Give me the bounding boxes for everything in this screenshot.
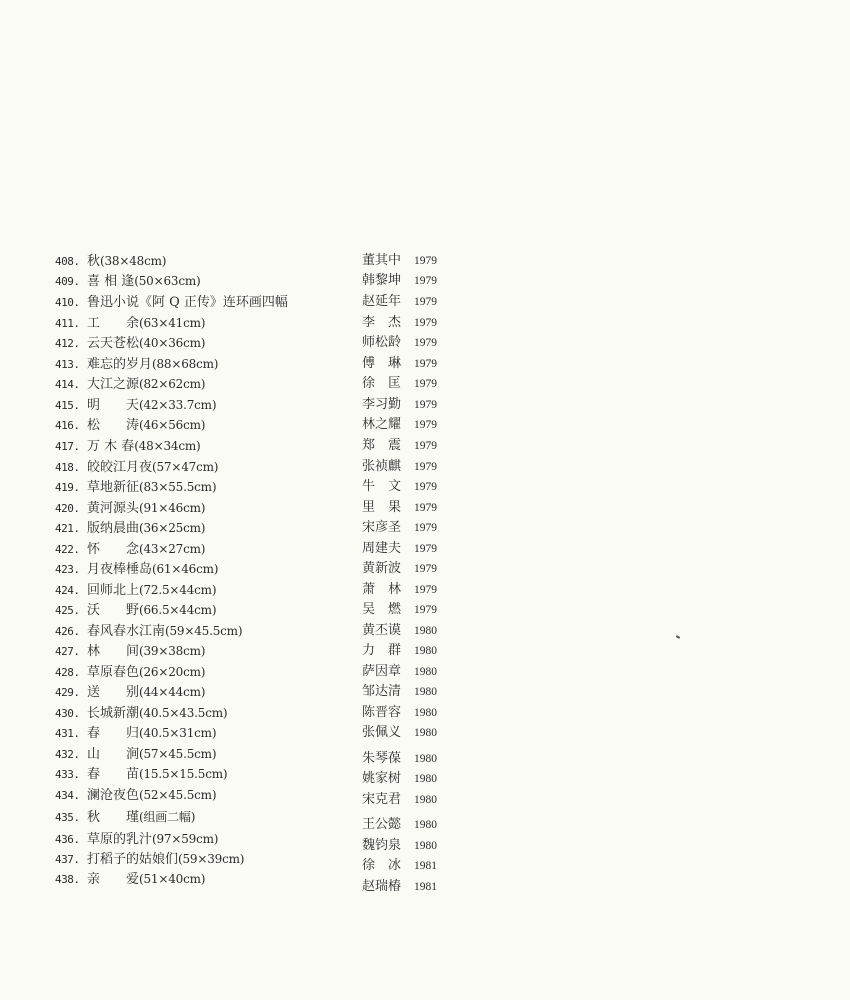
entry-number: 413. [55, 358, 80, 371]
artwork-entry [55, 642, 205, 661]
artist-name: 张祯麒 [362, 459, 402, 474]
artwork-entry [55, 663, 205, 682]
entry-number: 411. [55, 317, 80, 330]
artwork-year: 1980 [414, 840, 437, 852]
entry-title: 版纳晨曲 [87, 521, 140, 536]
entry-title: 澜沧夜色 [87, 788, 140, 803]
artwork-entry [55, 830, 218, 849]
entry-title: 云天苍松 [87, 336, 140, 351]
entry-title: 长城新潮 [87, 706, 140, 721]
artist-name: 里 果 [362, 500, 402, 515]
artwork-year: 1980 [414, 645, 437, 657]
artwork-entry [55, 334, 205, 353]
artwork-year: 1979 [414, 522, 437, 534]
artist-name: 姚家树 [362, 771, 402, 786]
artwork-entry [55, 293, 288, 312]
artwork-entry [55, 375, 205, 394]
entry-size: (43×27cm) [139, 542, 206, 556]
artist-name: 师松龄 [362, 335, 402, 350]
artwork-year: 1979 [414, 296, 437, 308]
entry-size: (26×20cm) [139, 665, 206, 679]
artist-credit [362, 314, 437, 332]
artist-credit [362, 750, 437, 768]
entry-title: 春 归 [87, 726, 140, 741]
artwork-entry [55, 601, 216, 620]
artwork-year: 1979 [414, 317, 437, 329]
artist-name: 宋克君 [362, 792, 402, 807]
entry-title: 林 间 [87, 644, 140, 659]
entry-size: (72.5×44cm) [139, 583, 217, 597]
artwork-year: 1980 [414, 686, 437, 698]
entry-size: (40×36cm) [139, 336, 206, 350]
artist-credit [362, 816, 437, 834]
entry-number: 438. [55, 873, 80, 886]
artwork-year: 1980 [414, 666, 437, 678]
artwork-entry [55, 724, 216, 743]
entry-number: 426. [55, 625, 80, 638]
artist-name: 郑 震 [362, 438, 402, 453]
entry-number: 429. [55, 686, 80, 699]
artist-credit [362, 581, 437, 599]
artist-name: 徐 冰 [362, 858, 402, 873]
artwork-year: 1980 [414, 625, 437, 637]
artist-credit [362, 293, 437, 311]
artwork-entry [55, 704, 227, 723]
entry-number: 408. [55, 255, 80, 268]
artwork-year: 1979 [414, 358, 437, 370]
entry-size: (44×44cm) [139, 685, 206, 699]
artwork-year: 1979 [414, 584, 437, 596]
artwork-year: 1980 [414, 794, 437, 806]
artwork-year: 1979 [414, 440, 437, 452]
entry-title: 山 涧 [87, 747, 140, 762]
entry-number: 414. [55, 378, 80, 391]
entry-size: (15.5×15.5cm) [139, 767, 228, 781]
artist-name: 牛 文 [362, 479, 402, 494]
artwork-entry [55, 437, 201, 456]
entry-number: 418. [55, 461, 80, 474]
artist-name: 宋彦圣 [362, 520, 402, 535]
artist-credit [362, 437, 437, 455]
artwork-year: 1979 [414, 502, 437, 514]
artwork-year: 1979 [414, 337, 437, 349]
artwork-entry [55, 540, 205, 559]
artwork-year: 1981 [414, 860, 437, 872]
artist-credit [362, 770, 437, 788]
entry-title: 皎皎江月夜 [87, 460, 153, 475]
entry-title: 春风春水江南 [87, 624, 166, 639]
entry-title: 黄河源头 [87, 501, 140, 516]
artist-credit [362, 857, 437, 875]
entry-size: (51×40cm) [139, 872, 206, 886]
entry-size: (46×56cm) [139, 418, 206, 432]
entry-number: 419. [55, 481, 80, 494]
entry-size: (36×25cm) [139, 521, 206, 535]
artist-credit [362, 375, 437, 393]
artwork-year: 1979 [414, 604, 437, 616]
artist-credit [362, 878, 437, 896]
artist-name: 傅 琳 [362, 356, 402, 371]
artist-credit [362, 837, 437, 855]
entry-size: (组画二幅) [139, 810, 196, 824]
entry-title: 亲 爱 [87, 872, 140, 887]
entry-size: (39×38cm) [139, 644, 206, 658]
entry-number: 425. [55, 604, 80, 617]
artist-name: 朱琴葆 [362, 751, 402, 766]
artist-credit [362, 519, 437, 537]
entry-number: 416. [55, 419, 80, 432]
artist-credit [362, 704, 437, 722]
entry-number: 417. [55, 440, 80, 453]
artist-name: 韩黎坤 [362, 273, 402, 288]
artwork-entry [55, 499, 205, 518]
artist-name: 李习勤 [362, 397, 402, 412]
entry-title: 大江之源 [87, 377, 140, 392]
artist-name: 董其中 [362, 253, 402, 268]
artwork-year: 1979 [414, 399, 437, 411]
artwork-year: 1979 [414, 275, 437, 287]
entry-title: 月夜棒棰岛 [87, 562, 153, 577]
artwork-entry [55, 765, 227, 784]
entry-number: 433. [55, 768, 80, 781]
artwork-year: 1979 [414, 563, 437, 575]
entry-number: 434. [55, 789, 80, 802]
artwork-year: 1980 [414, 707, 437, 719]
entry-number: 424. [55, 584, 80, 597]
artwork-year: 1979 [414, 461, 437, 473]
entry-title: 明 天 [87, 398, 140, 413]
artist-name: 张佩义 [362, 725, 402, 740]
artist-credit [362, 622, 437, 640]
entry-number: 409. [55, 275, 80, 288]
artist-name: 林之耀 [362, 417, 402, 432]
artist-credit [362, 272, 437, 290]
artist-credit [362, 791, 437, 809]
artist-credit [362, 458, 437, 476]
entry-number: 423. [55, 563, 80, 576]
artist-credit [362, 601, 437, 619]
artist-name: 赵延年 [362, 294, 402, 309]
entry-number: 427. [55, 645, 80, 658]
entry-title: 工 余 [87, 316, 140, 331]
entry-number: 421. [55, 522, 80, 535]
artist-name: 魏钧泉 [362, 838, 402, 853]
entry-size: (63×41cm) [139, 316, 206, 330]
entry-number: 415. [55, 399, 80, 412]
print-speck [676, 635, 680, 639]
entry-title: 草地新征 [87, 480, 140, 495]
entry-title: 喜 相 逢 [87, 274, 135, 289]
entry-size: (59×45.5cm) [165, 624, 243, 638]
entry-number: 437. [55, 853, 80, 866]
entry-size: (42×33.7cm) [139, 398, 217, 412]
artist-credit [362, 416, 437, 434]
artwork-year: 1979 [414, 378, 437, 390]
entry-size: (48×34cm) [134, 439, 201, 453]
artist-name: 徐 匡 [362, 376, 402, 391]
artwork-year: 1980 [414, 773, 437, 785]
artwork-year: 1980 [414, 819, 437, 831]
entry-title: 松 涛 [87, 418, 140, 433]
entry-size: (40.5×31cm) [139, 726, 217, 740]
entry-title: 沃 野 [87, 603, 140, 618]
entry-number: 435. [55, 811, 80, 824]
artist-credit [362, 396, 437, 414]
artwork-entry [55, 808, 195, 827]
artist-credit [362, 663, 437, 681]
entry-title: 难忘的岁月 [87, 357, 153, 372]
artist-name: 周建夫 [362, 541, 402, 556]
artwork-entry [55, 314, 205, 333]
artwork-year: 1979 [414, 255, 437, 267]
artwork-entry [55, 622, 242, 641]
entry-title: 鲁迅小说《阿 Q 正传》连环画四幅 [87, 295, 288, 310]
entry-size: (97×59cm) [152, 832, 219, 846]
artist-name: 陈晋容 [362, 705, 402, 720]
artist-name: 黄新波 [362, 561, 402, 576]
artwork-entry [55, 683, 205, 702]
entry-number: 432. [55, 748, 80, 761]
artist-name: 李 杰 [362, 315, 402, 330]
entry-title: 草原春色 [87, 665, 140, 680]
artwork-entry [55, 745, 216, 764]
artwork-entry [55, 581, 216, 600]
entry-title: 打稻子的姑娘们 [87, 852, 179, 867]
entry-size: (50×63cm) [134, 274, 201, 288]
artwork-year: 1981 [414, 881, 437, 893]
entry-size: (57×47cm) [152, 460, 219, 474]
entry-size: (59×39cm) [178, 852, 245, 866]
entry-size: (57×45.5cm) [139, 747, 217, 761]
artwork-entry [55, 252, 166, 271]
artist-name: 吴 燃 [362, 602, 402, 617]
entry-title: 秋 [87, 254, 101, 269]
entry-title: 送 别 [87, 685, 140, 700]
entry-size: (40.5×43.5cm) [139, 706, 228, 720]
entry-size: (66.5×44cm) [139, 603, 217, 617]
artist-credit [362, 724, 437, 742]
entry-number: 431. [55, 727, 80, 740]
artist-credit [362, 560, 437, 578]
artist-credit [362, 334, 437, 352]
entry-size: (61×46cm) [152, 562, 219, 576]
entry-title: 草原的乳汁 [87, 832, 153, 847]
entry-number: 420. [55, 502, 80, 515]
entry-size: (91×46cm) [139, 501, 206, 515]
artwork-year: 1979 [414, 481, 437, 493]
artwork-entry [55, 396, 216, 415]
entry-size: (82×62cm) [139, 377, 206, 391]
artwork-year: 1979 [414, 543, 437, 555]
artist-credit [362, 252, 437, 270]
artwork-entry [55, 272, 201, 291]
artwork-entry [55, 355, 218, 374]
entry-size: (88×68cm) [152, 357, 219, 371]
artist-credit [362, 478, 437, 496]
artwork-entry [55, 478, 216, 497]
artwork-year: 1980 [414, 727, 437, 739]
entry-size: (38×48cm) [100, 254, 167, 268]
artist-credit [362, 499, 437, 517]
artwork-entry [55, 850, 244, 869]
artist-credit [362, 355, 437, 373]
artwork-year: 1979 [414, 419, 437, 431]
entry-number: 412. [55, 337, 80, 350]
entry-title: 万 木 春 [87, 439, 135, 454]
artist-credit [362, 683, 437, 701]
entry-number: 410. [55, 296, 80, 309]
entry-title: 回师北上 [87, 583, 140, 598]
artist-name: 萧 林 [362, 582, 402, 597]
entry-size: (52×45.5cm) [139, 788, 217, 802]
artist-name: 黄丕谟 [362, 623, 402, 638]
artwork-year: 1980 [414, 753, 437, 765]
artist-name: 赵瑞椿 [362, 879, 402, 894]
entry-size: (83×55.5cm) [139, 480, 217, 494]
entry-number: 428. [55, 666, 80, 679]
entry-number: 430. [55, 707, 80, 720]
artwork-entry [55, 519, 205, 538]
entry-title: 怀 念 [87, 542, 140, 557]
artist-name: 力 群 [362, 643, 402, 658]
entry-number: 436. [55, 833, 80, 846]
artwork-entry [55, 870, 205, 889]
artist-name: 邹达清 [362, 684, 402, 699]
artwork-entry [55, 416, 205, 435]
artwork-entry [55, 786, 216, 805]
entry-title: 秋 瑾 [87, 810, 140, 825]
artwork-entry [55, 560, 218, 579]
entry-title: 春 苗 [87, 767, 140, 782]
artist-name: 萨因章 [362, 664, 402, 679]
entry-number: 422. [55, 543, 80, 556]
artist-credit [362, 540, 437, 558]
artist-credit [362, 642, 437, 660]
artwork-entry [55, 458, 218, 477]
artist-name: 王公懿 [362, 817, 402, 832]
